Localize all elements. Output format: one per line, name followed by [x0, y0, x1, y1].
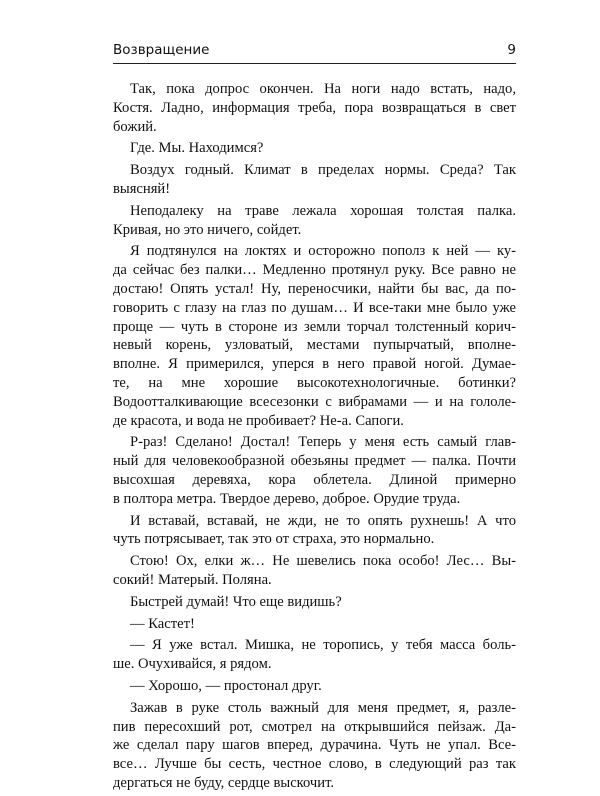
- text-line: де красота, и вода не пробивает? Не-а. Сапоги.: [113, 412, 404, 429]
- text-line: в полтора метра. Твердое дерево, доброе. Орудие труда.: [113, 490, 461, 507]
- text-line: Где. Мы. Находимся?: [130, 140, 264, 157]
- text-line: Воздух годный. Климат в пределах нормы. Среда? Так: [130, 162, 516, 179]
- section-title: Возвращение: [113, 42, 210, 58]
- text-line: Я подтянулся на локтях и осторожно пополз к ней — ку-: [130, 243, 516, 260]
- page-number: 9: [507, 42, 516, 58]
- text-line: Р-раз! Сделано! Достал! Теперь у меня есть самый глав-: [130, 434, 516, 451]
- running-head: [113, 40, 516, 62]
- text-line: да сейчас без палки… Медленно протянул руку. Все равно не: [113, 262, 516, 279]
- text-line: невый корень, узловатый, местами пупырчатый, вполне-: [113, 337, 516, 354]
- text-line: достаю! Опять устал! Ну, переносчики, найти бы вас, да по-: [113, 280, 516, 297]
- paragraph: [113, 202, 516, 240]
- text-line: выясняй!: [113, 180, 171, 197]
- text-line: те, на мне хорошие высокотехнологичные. ботинки?: [113, 374, 516, 391]
- text-line: Неподалеку на траве лежала хорошая толстая палка.: [130, 202, 516, 219]
- text-line: проще — чуть в стороне из земли торчал толстенный корич-: [113, 318, 516, 335]
- paragraph: [113, 677, 516, 696]
- text-line: Костя. Ладно, информация треба, пора возвращаться в свет: [113, 99, 516, 116]
- text-line: вполне. Я примерился, уперся в него правой ногой. Думае-: [113, 356, 516, 373]
- paragraph: [113, 552, 516, 590]
- paragraph: [113, 161, 516, 199]
- text-line: Зажав в руке столь важный для меня предмет, я, разле-: [130, 699, 516, 716]
- text-line: ше. Очухивайся, я рядом.: [113, 656, 272, 673]
- text-line: говорить с глазу на глаз по душам… И все-таки мне было уже: [113, 299, 516, 316]
- body-text: [113, 80, 516, 796]
- text-line: Так, пока допрос окончен. На ноги надо встать, надо,: [130, 81, 516, 97]
- text-line: — Кастет!: [130, 615, 195, 632]
- text-line: божий.: [113, 118, 157, 135]
- text-line: ный для человекообразной обезьяны предмет — палка. Почти: [113, 453, 516, 470]
- text-line: — Хорошо, — простонал друг.: [130, 677, 322, 694]
- text-line: — Я уже встал. Мишка, не торопись, у тебя масса боль-: [130, 637, 516, 654]
- text-line: Стою! Ох, елки ж… Не шевелись пока особо! Лес… Вы-: [130, 553, 516, 570]
- text-line: пив пересохший рот, смотрел на открывшийся пейзаж. Да-: [113, 718, 516, 735]
- text-line: все… Лучше бы сесть, честное слово, в следующий раз так: [113, 756, 516, 773]
- paragraph: [113, 593, 516, 612]
- paragraph: [113, 636, 516, 674]
- paragraph: [113, 512, 516, 550]
- text-line: Водоотталкивающие всесезонки с вибрамами — и на гололе-: [113, 393, 516, 410]
- header-rule: [113, 63, 516, 64]
- paragraph: [113, 80, 516, 136]
- paragraph: [113, 433, 516, 508]
- text-line: дергаться не буду, сердце выскочит.: [113, 774, 335, 791]
- text-line: сокий! Матерый. Поляна.: [113, 571, 272, 588]
- text-line: высохшая деревяха, кора облетела. Длиной примерно: [113, 471, 516, 488]
- text-line: чуть потрясывает, так это от страха, это нормально.: [113, 531, 435, 548]
- paragraph: [113, 615, 516, 634]
- paragraph: [113, 242, 516, 430]
- text-line: же сделал пару шагов вперед, дурачина. Чуть не упал. Все-: [113, 737, 516, 754]
- paragraph: [113, 139, 516, 158]
- text-line: Быстрей думай! Что еще видишь?: [130, 593, 342, 610]
- paragraph: [113, 699, 516, 793]
- text-line: Кривая, но это ничего, сойдет.: [113, 221, 302, 238]
- text-line: И вставай, вставай, не жди, не то опять рухнешь! А что: [130, 512, 516, 529]
